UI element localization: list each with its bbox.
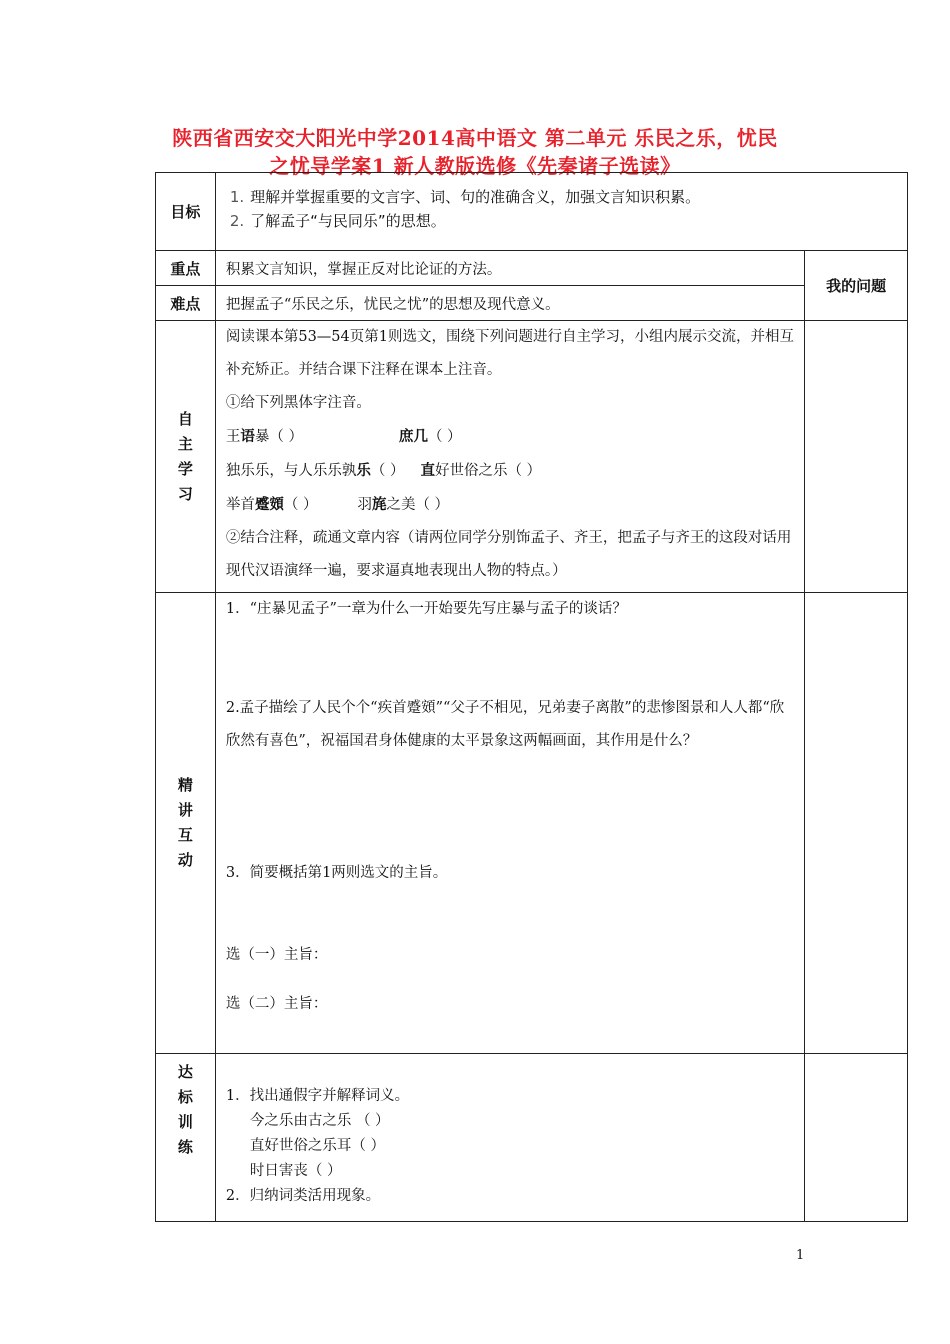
self-study-label: 自 主 学 习 bbox=[156, 321, 216, 593]
goal-row bbox=[156, 173, 908, 251]
discussion-answer-2: 选（二）主旨： bbox=[225, 996, 328, 1012]
key-row bbox=[156, 251, 908, 286]
self-study-content bbox=[215, 321, 804, 593]
self-study-task1: ①给下列黑体字注音。 bbox=[225, 395, 371, 411]
drill-line: 直好世俗之乐耳（ ） bbox=[249, 1138, 385, 1154]
drill-label: 达 标 训 练 bbox=[156, 1054, 216, 1222]
drill-questions-cell bbox=[805, 1054, 908, 1222]
drill-row bbox=[156, 1054, 908, 1222]
discussion-answer-1: 选（一）主旨： bbox=[225, 947, 328, 963]
my-questions-header: 我的问题 bbox=[805, 251, 908, 321]
key-text: 积累文言知识，掌握正反对比论证的方法。 bbox=[215, 251, 804, 286]
discussion-label: 精 讲 互 动 bbox=[156, 593, 216, 1054]
discussion-question-3: 3．简要概括第1两则选文的主旨。 bbox=[225, 865, 448, 881]
discussion-question-1: 1．“庄暴见孟子”一章为什么一开始要先写庄暴与孟子的谈话？ bbox=[225, 601, 627, 617]
drill-content bbox=[215, 1054, 804, 1222]
hard-text: 把握孟子“乐民之乐，忧民之忧”的思想及现代意义。 bbox=[215, 286, 804, 321]
pinyin-row-1: 王语暴（ ） 庶几（ ） bbox=[225, 428, 462, 445]
page-number: 1 bbox=[796, 1248, 805, 1263]
hard-label: 难点 bbox=[156, 286, 216, 321]
doc-title-line2: 之忧导学案1 新人教版选修《先秦诸子选读》 bbox=[269, 154, 681, 178]
goal-item: 1. 理解并掌握重要的文言字、词、句的准确含义，加强文言知识积累。 bbox=[229, 188, 701, 206]
self-study-task2: ②结合注释，疏通文章内容（请两位同学分别饰孟子、齐王，把孟子与齐王的这段对话用现代汉语演绎一遍，要求逼真地表现出人物的特点。） bbox=[225, 530, 792, 579]
drill-line: 今之乐由古之乐 （ ） bbox=[249, 1113, 390, 1129]
pinyin-row-3: 举首蹙頞（ ） 羽旄之美（ ） bbox=[225, 496, 450, 513]
goal-label: 目标 bbox=[156, 173, 216, 251]
doc-title-line1: 陕西省西安交大阳光中学2014高中语文 第二单元 乐民之乐，忧民 bbox=[172, 126, 778, 150]
discussion-content bbox=[215, 593, 804, 1054]
goal-content bbox=[215, 173, 907, 251]
study-guide-table bbox=[155, 172, 908, 1222]
pinyin-row-2: 独乐乐，与人乐乐孰乐（ ） 直好世俗之乐（ ） bbox=[225, 462, 542, 479]
key-label: 重点 bbox=[156, 251, 216, 286]
discussion-questions-cell bbox=[805, 593, 908, 1054]
drill-line: 时日害丧（ ） bbox=[249, 1163, 342, 1179]
self-study-row bbox=[156, 321, 908, 593]
discussion-question-2: 2.孟子描绘了人民个个“疾首蹙頞”“父子不相见，兄弟妻子离散”的悲惨图景和人人都“欣欣然有喜色”，祝福国君身体健康的太平景象这两幅画面，其作用是什么？ bbox=[225, 700, 785, 749]
goal-item: 2. 了解孟子“与民同乐”的思想。 bbox=[229, 212, 446, 230]
discussion-row bbox=[156, 593, 908, 1054]
drill-item-1: 1．找出通假字并解释词义。 bbox=[225, 1088, 410, 1104]
drill-item-2: 2．归纳词类活用现象。 bbox=[225, 1188, 381, 1204]
self-study-intro: 阅读课本第53—54页第1则选文，围绕下列问题进行自主学习，小组内展示交流，并相互补充矫正。并结合课下注释在课本上注音。 bbox=[225, 329, 794, 378]
hard-row bbox=[156, 286, 908, 321]
my-questions-cell bbox=[805, 321, 908, 593]
